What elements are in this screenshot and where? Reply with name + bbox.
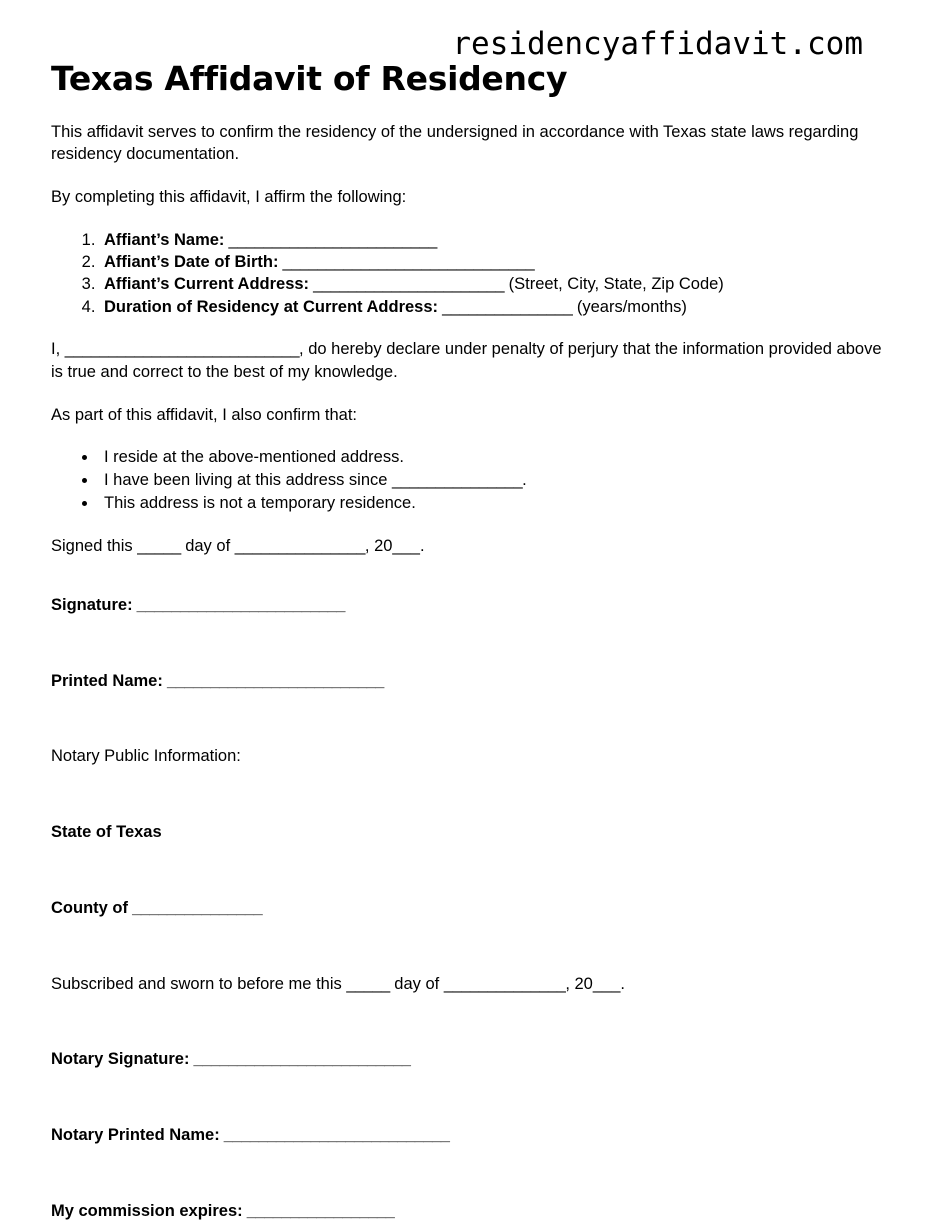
affiant-dob-blank[interactable]: _____________________________: [278, 253, 535, 272]
sworn-prefix: Subscribed and sworn to before me this: [51, 974, 347, 993]
sworn-day-blank[interactable]: _____: [346, 974, 390, 993]
spacer: [51, 166, 886, 186]
spacer: [51, 785, 886, 805]
declaration-paragraph: [51, 338, 884, 384]
spacer: [51, 426, 886, 446]
printed-name-blank[interactable]: _________________________: [162, 671, 384, 690]
notary-signature-blank[interactable]: _________________________: [189, 1050, 411, 1069]
affiant-address-suffix: (Street, City, State, Zip Code): [504, 275, 724, 294]
sworn-suffix: , 20___.: [565, 974, 625, 993]
list-item: [98, 469, 886, 492]
list-item: [98, 492, 886, 515]
spacer: [51, 557, 886, 577]
intro-paragraph-1: This affidavit serves to confirm the residency of the undersigned in accordance with Texas state laws regarding residency documentation.: [51, 122, 859, 164]
confirmations-list: [51, 446, 886, 514]
commission-expires-line: [51, 1200, 886, 1223]
list-item: [100, 296, 886, 318]
confirmations-intro: As part of this affidavit, I also confirm that:: [51, 405, 357, 424]
spacer: [51, 384, 886, 404]
signature-label: Signature:: [51, 595, 133, 614]
spacer: [51, 1012, 886, 1032]
notary-signature-label: Notary Signature:: [51, 1050, 190, 1069]
spacer: [51, 515, 886, 535]
notary-printed-name-line: [51, 1124, 886, 1147]
list-item: [98, 446, 886, 469]
affiant-name-blank[interactable]: ________________________: [224, 230, 437, 249]
signature-blank[interactable]: ________________________: [132, 595, 345, 614]
printed-name-label: Printed Name:: [51, 671, 163, 690]
printed-name-line: [51, 670, 886, 693]
commission-expires-blank[interactable]: _________________: [242, 1201, 395, 1220]
sworn-month-blank[interactable]: ______________: [443, 974, 566, 993]
spacer: [51, 1088, 886, 1108]
signed-month-blank[interactable]: _______________: [234, 536, 365, 555]
signature-line: [51, 594, 886, 617]
signed-middle: day of: [180, 536, 235, 555]
confirmation-1-text: I reside at the above-mentioned address.: [104, 448, 404, 467]
affiant-address-blank[interactable]: ______________________: [309, 275, 505, 294]
county-label: County of: [51, 898, 128, 917]
list-item: [100, 229, 886, 251]
county-blank[interactable]: _______________: [127, 898, 263, 917]
affiant-address-label: Affiant’s Current Address:: [104, 275, 310, 294]
spacer: [51, 1163, 886, 1183]
signed-suffix: , 20___.: [364, 536, 425, 555]
affiant-dob-label: Affiant’s Date of Birth:: [104, 253, 279, 272]
signed-date-line: [51, 535, 884, 558]
declaration-suffix: , do hereby declare under penalty of perjury that the information provided above is true and correct to the best of my knowledge.: [51, 340, 882, 381]
residency-since-blank[interactable]: _______________: [392, 471, 523, 490]
notary-county-line: [51, 897, 886, 920]
sworn-statement-line: [51, 973, 886, 996]
notary-heading: Notary Public Information:: [51, 747, 241, 766]
confirmation-3-text: This address is not a temporary residence.: [104, 493, 416, 512]
notary-signature-line: [51, 1048, 886, 1071]
notary-printed-name-label: Notary Printed Name:: [51, 1126, 220, 1145]
notary-printed-name-blank[interactable]: __________________________: [219, 1126, 450, 1145]
duration-residency-blank[interactable]: _______________: [438, 297, 573, 316]
spacer: [51, 709, 886, 729]
confirmation-2-text: I have been living at this address since: [104, 471, 393, 490]
spacer: [51, 936, 886, 956]
affirmations-list: [51, 229, 886, 318]
duration-residency-label: Duration of Residency at Current Address:: [104, 297, 439, 316]
page-title: Texas Affidavit of Residency: [51, 59, 568, 98]
notary-state: State of Texas: [51, 823, 162, 842]
spacer: [51, 318, 886, 338]
confirmation-2-suffix: .: [522, 471, 527, 490]
site-banner: residencyaffidavit.com: [452, 26, 863, 62]
signed-prefix: Signed this: [51, 536, 138, 555]
spacer: [51, 633, 886, 653]
spacer: [51, 860, 886, 880]
sworn-middle: day of: [389, 974, 444, 993]
signed-day-blank[interactable]: _____: [137, 536, 181, 555]
intro-paragraph-2: By completing this affidavit, I affirm the following:: [51, 188, 407, 207]
declarant-name-blank[interactable]: ___________________________: [64, 340, 300, 358]
commission-expires-label: My commission expires:: [51, 1201, 243, 1220]
list-item: [100, 251, 886, 273]
spacer: [51, 209, 886, 229]
duration-residency-suffix: (years/months): [572, 297, 687, 316]
spacer: [51, 97, 886, 121]
list-item: [100, 273, 886, 295]
declaration-prefix: I,: [51, 340, 65, 358]
affiant-name-label: Affiant’s Name:: [104, 230, 225, 249]
